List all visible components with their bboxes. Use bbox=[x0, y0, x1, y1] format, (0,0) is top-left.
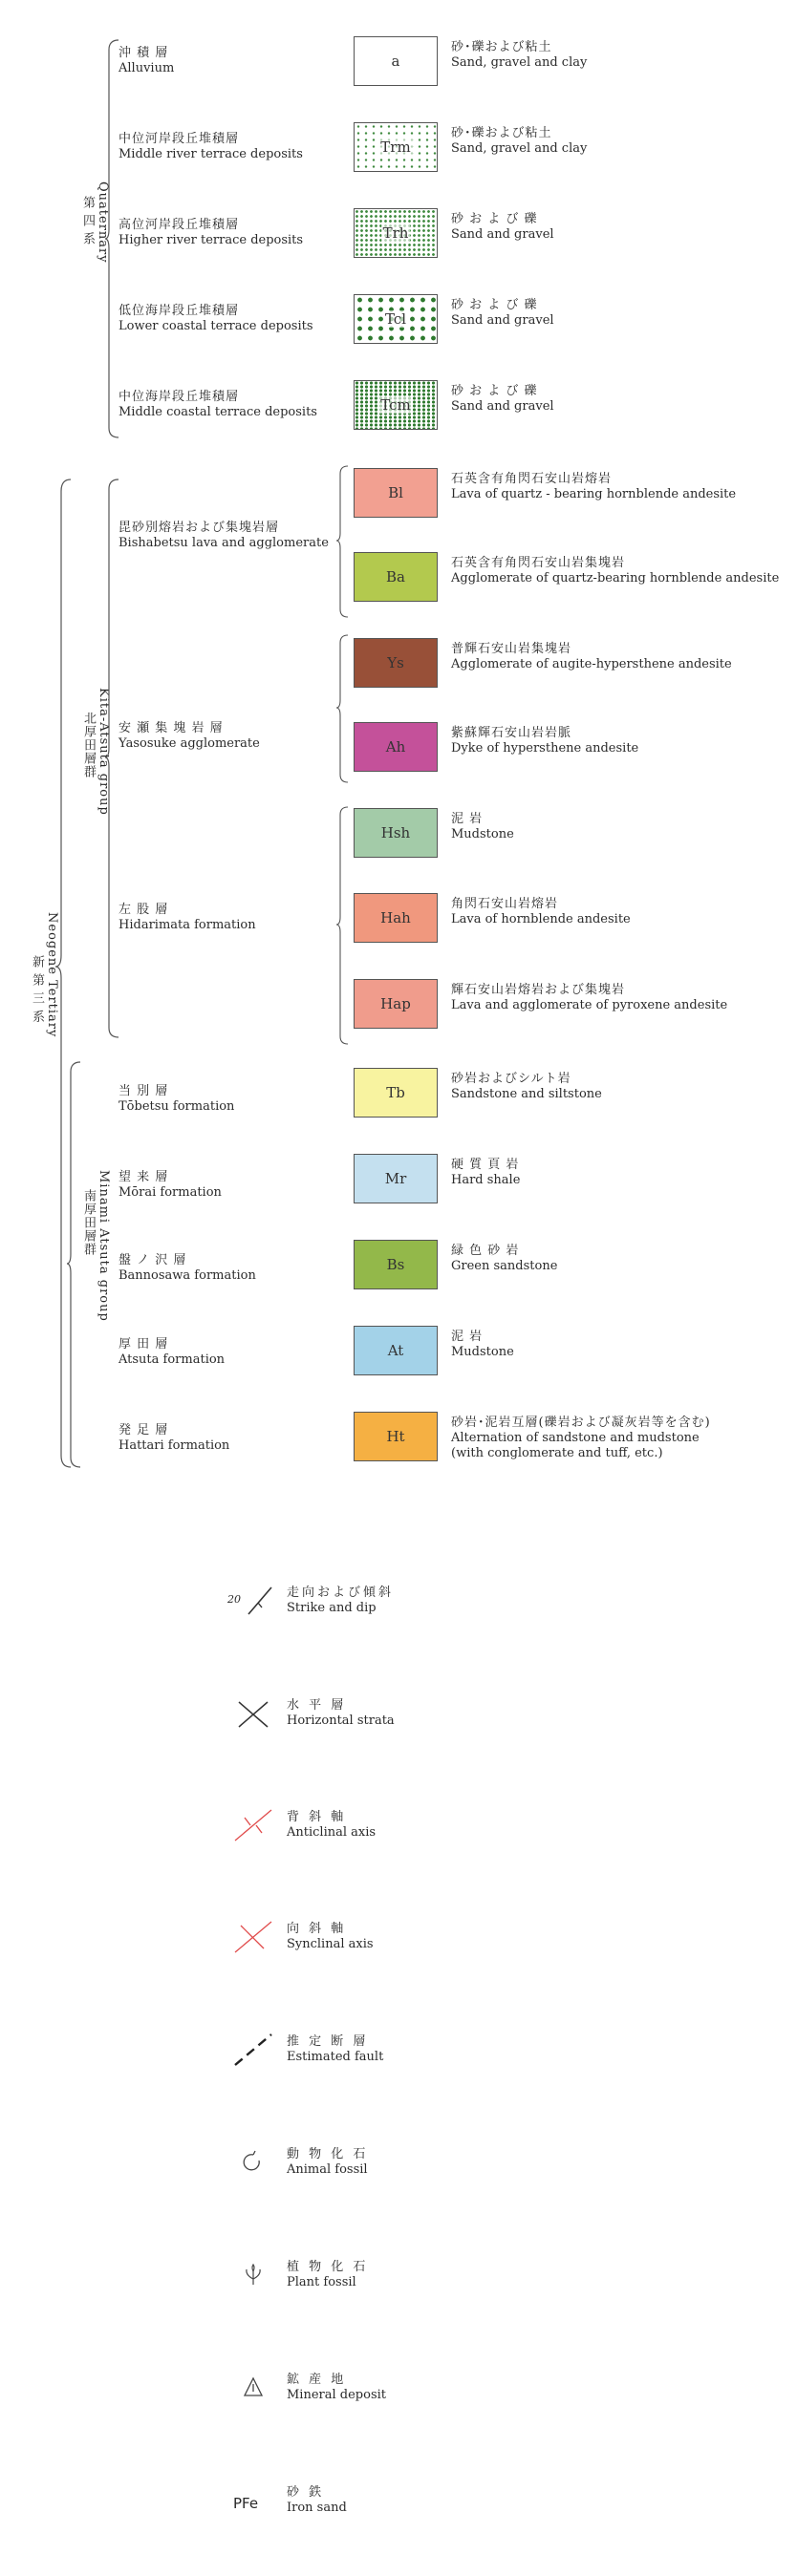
symbol-label bbox=[287, 1698, 395, 1729]
legend-code: Mr bbox=[384, 1170, 407, 1187]
unit-name bbox=[118, 1337, 357, 1368]
plant-fossil-icon bbox=[229, 2256, 277, 2294]
legend-box-at bbox=[354, 1326, 438, 1375]
symbol-label bbox=[287, 2485, 347, 2516]
unit-name-jp: 望 来 層 bbox=[118, 1170, 169, 1184]
unit-name bbox=[118, 1253, 357, 1284]
legend-box-bl bbox=[354, 468, 438, 518]
legend-code: Tb bbox=[386, 1084, 405, 1101]
neogene-label-jp: 新 第 三 系 bbox=[30, 955, 44, 1024]
unit-name-jp: 盤 ノ 沢 層 bbox=[118, 1253, 187, 1267]
symbol-label-en: Anticlinal axis bbox=[287, 1825, 377, 1840]
legend-code: At bbox=[387, 1342, 404, 1359]
symbol-label-jp: 水 平 層 bbox=[287, 1698, 347, 1713]
legend-box-tcm bbox=[354, 380, 438, 430]
legend-box-ba bbox=[354, 552, 438, 602]
legend-description bbox=[451, 384, 797, 415]
legend-desc-jp: 砂･礫および粘土 bbox=[451, 40, 552, 54]
legend-description bbox=[451, 726, 797, 756]
unit-name-jp: 厚 田 層 bbox=[118, 1337, 169, 1352]
unit-name-jp: 中位河岸段丘堆積層 bbox=[118, 132, 240, 146]
unit-name-en: Yasosuke agglomerate bbox=[118, 736, 260, 751]
quaternary-label-en: Quaternary bbox=[96, 181, 110, 264]
kita-label-jp: 北厚田層群 bbox=[81, 712, 96, 778]
symbol-label-en: Synclinal axis bbox=[287, 1937, 374, 1951]
legend-desc-en: Mudstone bbox=[451, 1345, 514, 1359]
unit-name bbox=[118, 721, 357, 752]
symbol-label bbox=[287, 2147, 368, 2178]
legend-box-ys bbox=[354, 638, 438, 688]
legend-desc-jp: 輝石安山岩熔岩および集塊岩 bbox=[451, 983, 626, 997]
estimated-fault-icon bbox=[229, 2031, 277, 2069]
legend-box-tcl bbox=[354, 294, 438, 344]
legend-desc-en: Lava of quartz - bearing hornblende andesite bbox=[451, 487, 737, 501]
legend-desc-jp: 泥 岩 bbox=[451, 812, 484, 826]
legend-description bbox=[451, 1330, 797, 1360]
legend-desc-en: Sand and gravel bbox=[451, 227, 554, 242]
legend-code: Ah bbox=[385, 738, 406, 756]
legend-code: Hsh bbox=[380, 824, 411, 841]
unit-name-en: Hattari formation bbox=[118, 1438, 230, 1453]
legend-code: Trm bbox=[380, 138, 411, 156]
legend-description bbox=[451, 298, 797, 329]
unit-name-en: Alluvium bbox=[118, 61, 175, 75]
unit-name-jp: 当 別 層 bbox=[118, 1084, 169, 1098]
legend-desc-jp: 石英含有角閃石安山岩熔岩 bbox=[451, 472, 613, 486]
iron-sand-symbol-text: PFe bbox=[233, 2495, 259, 2512]
legend-description bbox=[451, 126, 797, 157]
legend-description bbox=[451, 812, 797, 842]
yasosuke-bracket bbox=[336, 633, 350, 786]
unit-name-en: Middle river terrace deposits bbox=[118, 147, 303, 161]
legend-code: Hah bbox=[380, 909, 411, 926]
legend-box-hah bbox=[354, 893, 438, 943]
legend-box-hsh bbox=[354, 808, 438, 858]
legend-desc-en: Green sandstone bbox=[451, 1259, 558, 1273]
unit-name-jp: 沖 積 層 bbox=[118, 46, 169, 60]
kita-bracket bbox=[105, 478, 120, 1041]
symbol-label-en: Plant fossil bbox=[287, 2275, 356, 2289]
legend-box-ht bbox=[354, 1412, 438, 1461]
unit-name bbox=[118, 218, 357, 248]
unit-name-jp: 毘砂別熔岩および集塊岩層 bbox=[118, 521, 280, 535]
legend-desc-en: Agglomerate of augite-hypersthene andesite bbox=[451, 657, 732, 671]
legend-box-a bbox=[354, 36, 438, 86]
legend-desc-en: Hard shale bbox=[451, 1173, 521, 1187]
symbol-label-en: Strike and dip bbox=[287, 1601, 377, 1615]
legend-description bbox=[451, 897, 797, 927]
legend-description bbox=[451, 1072, 797, 1102]
symbol-label-en: Animal fossil bbox=[287, 2162, 368, 2177]
symbol-label-jp: 走向および傾斜 bbox=[287, 1586, 395, 1600]
legend-desc-en: Sand and gravel bbox=[451, 399, 554, 414]
legend-code: Hap bbox=[380, 995, 411, 1012]
symbol-label-jp: 鉱 産 地 bbox=[287, 2373, 347, 2387]
minami-label-jp: 南厚田層群 bbox=[81, 1189, 96, 1256]
anticlinal-axis-icon bbox=[229, 1806, 277, 1844]
unit-name-jp: 発 足 層 bbox=[118, 1423, 169, 1437]
symbol-label bbox=[287, 2373, 386, 2403]
legend-box-bs bbox=[354, 1240, 438, 1289]
symbol-label-en: Iron sand bbox=[287, 2501, 347, 2515]
legend-desc-en: Sand, gravel and clay bbox=[451, 55, 588, 70]
legend-desc-jp: 砂 お よ び 礫 bbox=[451, 384, 538, 398]
unit-name bbox=[118, 46, 357, 76]
legend-description bbox=[451, 1158, 797, 1188]
legend-code: Ba bbox=[386, 568, 405, 585]
unit-name-en: Tōbetsu formation bbox=[118, 1099, 235, 1114]
legend-description bbox=[451, 983, 797, 1013]
legend-desc-jp: 砂 お よ び 礫 bbox=[451, 212, 538, 226]
symbol-label-en: Horizontal strata bbox=[287, 1714, 395, 1728]
legend-desc-jp: 砂 お よ び 礫 bbox=[451, 298, 538, 312]
unit-name-en: Mōrai formation bbox=[118, 1185, 222, 1200]
legend-description bbox=[451, 556, 797, 586]
symbol-label-jp: 動 物 化 石 bbox=[287, 2147, 369, 2161]
legend-box-hap bbox=[354, 979, 438, 1029]
legend-desc-en: Lava of hornblende andesite bbox=[451, 912, 631, 926]
unit-name-jp: 高位河岸段丘堆積層 bbox=[118, 218, 240, 232]
legend-desc-en: Alternation of sandstone and mudstone bbox=[451, 1431, 700, 1445]
symbol-label bbox=[287, 1586, 394, 1616]
unit-name-en: Hidarimata formation bbox=[118, 918, 256, 932]
legend-desc-en-2: (with conglomerate and tuff, etc.) bbox=[451, 1446, 663, 1460]
legend-code: Ht bbox=[386, 1428, 405, 1445]
kita-label-en: Kita-Atsuta group bbox=[97, 688, 111, 816]
legend-code: Trh bbox=[382, 224, 409, 242]
unit-name bbox=[118, 390, 357, 420]
legend-description bbox=[451, 1244, 797, 1274]
legend-desc-jp: 緑 色 砂 岩 bbox=[451, 1244, 520, 1258]
unit-name-jp: 中位海岸段丘堆積層 bbox=[118, 390, 240, 404]
symbol-label bbox=[287, 1810, 376, 1841]
unit-name bbox=[118, 132, 357, 162]
symbol-label-jp: 向 斜 軸 bbox=[287, 1922, 347, 1936]
unit-name-en: Middle coastal terrace deposits bbox=[118, 405, 317, 419]
legend-box-trm bbox=[354, 122, 438, 172]
neogene-label-en: Neogene Tertiary bbox=[45, 912, 59, 1038]
symbol-label bbox=[287, 1922, 374, 1952]
legend-box-mr bbox=[354, 1154, 438, 1203]
legend-code: Bl bbox=[388, 484, 403, 501]
horizontal-strata-icon bbox=[229, 1694, 277, 1733]
unit-name bbox=[118, 1170, 357, 1201]
synclinal-axis-icon bbox=[229, 1918, 277, 1956]
iron-sand-icon bbox=[229, 2481, 277, 2520]
legend-code: Tcl bbox=[384, 310, 407, 328]
legend-box-ah bbox=[354, 722, 438, 772]
legend-desc-en: Sand and gravel bbox=[451, 313, 554, 328]
legend-desc-jp: 石英含有角閃石安山岩集塊岩 bbox=[451, 556, 626, 570]
symbol-label-jp: 推 定 断 層 bbox=[287, 2034, 369, 2049]
unit-name-en: Lower coastal terrace deposits bbox=[118, 319, 313, 333]
unit-name bbox=[118, 1084, 357, 1115]
legend-description bbox=[451, 40, 797, 71]
minami-bracket bbox=[67, 1060, 82, 1471]
legend-desc-jp: 普輝石安山岩集塊岩 bbox=[451, 642, 572, 656]
legend-desc-jp: 角閃石安山岩熔岩 bbox=[451, 897, 559, 911]
legend-desc-jp: 砂･礫および粘土 bbox=[451, 126, 552, 140]
legend-desc-en: Sandstone and siltstone bbox=[451, 1087, 602, 1101]
quaternary-label-jp: 第 四 系 bbox=[80, 196, 95, 246]
legend-code: Tcm bbox=[380, 396, 411, 414]
strike-dip-icon bbox=[229, 1582, 277, 1620]
legend-desc-jp: 砂岩およびシルト岩 bbox=[451, 1072, 571, 1086]
legend-desc-en: Mudstone bbox=[451, 827, 514, 841]
symbol-label bbox=[287, 2034, 383, 2065]
symbol-label-jp: 背 斜 軸 bbox=[287, 1810, 347, 1824]
unit-name-jp: 低位海岸段丘堆積層 bbox=[118, 304, 240, 318]
strike-dip-value: 20 bbox=[227, 1593, 241, 1606]
legend-desc-jp: 紫蘇輝石安山岩岩脈 bbox=[451, 726, 572, 740]
legend-desc-en: Sand, gravel and clay bbox=[451, 141, 588, 156]
symbol-label-jp: 植 物 化 石 bbox=[287, 2260, 369, 2274]
legend-desc-en: Lava and agglomerate of pyroxene andesite bbox=[451, 998, 728, 1012]
legend-description bbox=[451, 1416, 797, 1461]
legend-desc-jp: 泥 岩 bbox=[451, 1330, 484, 1344]
symbol-label-jp: 砂 鉄 bbox=[287, 2485, 325, 2500]
unit-name bbox=[118, 521, 357, 551]
unit-name-jp: 左 股 層 bbox=[118, 903, 169, 917]
legend-desc-jp: 砂岩･泥岩互層(礫岩および凝灰岩等を含む) bbox=[451, 1416, 711, 1430]
unit-name-en: Bishabetsu lava and agglomerate bbox=[118, 536, 329, 550]
minami-label-en: Minami Atsuta group bbox=[97, 1170, 111, 1322]
legend-desc-en: Agglomerate of quartz-bearing hornblende andesite bbox=[451, 571, 780, 585]
unit-name-en: Atsuta formation bbox=[118, 1352, 226, 1367]
legend-description bbox=[451, 472, 797, 502]
legend-box-trh bbox=[354, 208, 438, 258]
mineral-deposit-icon bbox=[229, 2369, 277, 2407]
unit-name bbox=[118, 1423, 357, 1454]
symbol-label-en: Estimated fault bbox=[287, 2050, 384, 2064]
symbol-label bbox=[287, 2260, 368, 2290]
legend-code: Bs bbox=[386, 1256, 405, 1273]
animal-fossil-icon bbox=[229, 2143, 277, 2182]
symbol-label-en: Mineral deposit bbox=[287, 2388, 387, 2402]
unit-name-en: Higher river terrace deposits bbox=[118, 233, 304, 247]
legend-description bbox=[451, 212, 797, 243]
legend-code: a bbox=[391, 53, 400, 70]
legend-desc-en: Dyke of hypersthene andesite bbox=[451, 741, 639, 756]
legend-box-tb bbox=[354, 1068, 438, 1118]
unit-name bbox=[118, 903, 357, 933]
unit-name bbox=[118, 304, 357, 334]
unit-name-en: Bannosawa formation bbox=[118, 1268, 256, 1283]
legend-code: Ys bbox=[387, 654, 404, 671]
legend-description bbox=[451, 642, 797, 672]
unit-name-jp: 安 瀬 集 塊 岩 層 bbox=[118, 721, 224, 735]
legend-desc-jp: 硬 質 頁 岩 bbox=[451, 1158, 520, 1172]
